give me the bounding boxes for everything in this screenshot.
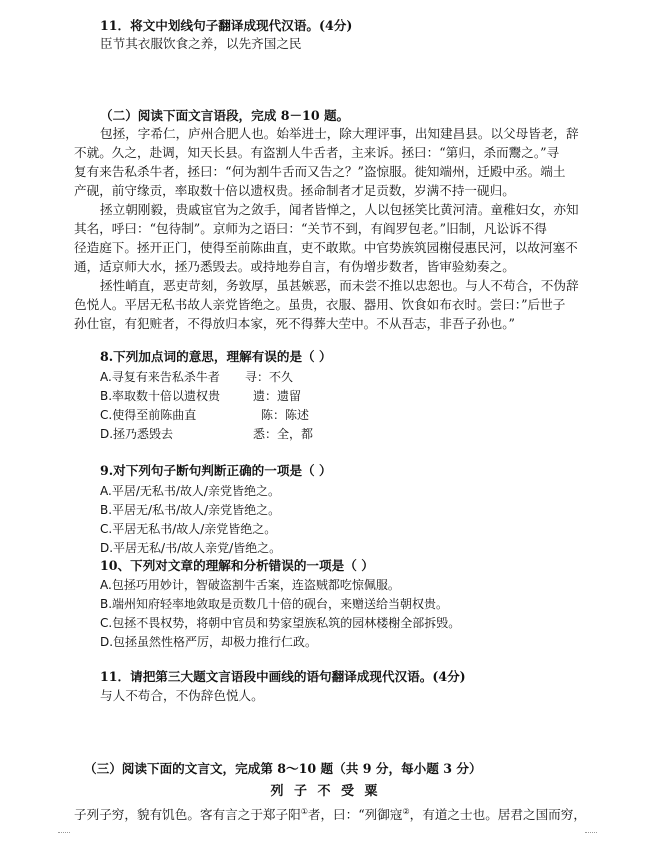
question-11-answer: 臣节其衣服饮食之养，以先齐国之民 — [100, 36, 302, 51]
page-margin-mark — [585, 832, 597, 841]
article-text: 者，曰：“列御寇 — [307, 807, 403, 823]
question-8-option-c: C.使得至前陈曲直 — [100, 408, 197, 422]
question-8-gloss-d: 悉：全，都 — [253, 427, 314, 441]
section-2-heading: （二）阅读下面文言语段，完成 8－10 题。 — [100, 108, 350, 123]
question-10-option-a: A.包拯巧用妙计，智破盗割牛舌案，连盗贼都吃惊佩服。 — [100, 578, 400, 592]
passage-line: 拯性峭直，恶吏苛刻，务敦厚，虽甚嫉恶，而未尝不推以忠恕也。与人不苟合，不伪辞 — [100, 278, 579, 293]
question-10-option-d: D.包拯虽然性格严厉，却极力推行仁政。 — [100, 635, 318, 649]
question-8-gloss-b: 遗：遗留 — [253, 389, 302, 403]
footnote-marker: ② — [402, 807, 410, 816]
question-10-option-b: B.端州知府轻率地敛取是贡数几十倍的砚台，来赠送给当朝权贵。 — [100, 597, 449, 611]
passage-line: 其名，呼曰：“包待制”。京师为之语曰：“关节不到，有阎罗包老。”旧制，凡讼诉不得 — [74, 221, 547, 236]
question-8-gloss-c: 陈：陈述 — [261, 408, 310, 422]
question-11b-title: 11．请把第三大题文言语段中画线的语句翻译成现代汉语。(4分) — [100, 669, 466, 684]
passage-line: 产砚，前守缘贡，率取数十倍以遗权贵。拯命制者才足贡数，岁满不持一砚归。 — [74, 183, 515, 198]
question-8-stem: 8.下列加点词的意思，理解有误的是（ ） — [100, 349, 332, 364]
passage-line: 孙仕宦，有犯赃者，不得放归本家，死不得葬大茔中。不从吾志，非吾子孙也。” — [74, 316, 515, 331]
question-8-option-b: B.率取数十倍以遗权贵 — [100, 389, 221, 403]
passage-line: 不就。久之，赴调，知天长县。有盗割人牛舌者，主来诉。拯曰：“第归，杀而鬻之。”寻 — [74, 145, 560, 160]
article-text: 子列子穷，貌有饥色。客有言之于郑子阳 — [74, 807, 301, 823]
article-text: ，有道之士也。居君之国而穷， — [409, 807, 586, 823]
passage-line: 包拯，字希仁，庐州合肥人也。始举进士，除大理评事，出知建昌县。以父母皆老，辞 — [100, 126, 579, 141]
question-8-option-a: A.寻复有来告私杀牛者 — [100, 370, 220, 384]
question-9-option-a: A.平居/无私书/故人/亲党皆绝之。 — [100, 484, 280, 498]
article-first-line — [74, 803, 586, 824]
question-9-stem: 9.对下列句子断句判断正确的一项是（ ） — [100, 463, 332, 478]
passage-line: 通，适京师大水，拯乃悉毁去。或持地券自言，有伪增步数者，皆审验劾奏之。 — [74, 259, 515, 274]
article-title: 列 子 不 受 粟 — [270, 784, 381, 799]
question-11b-answer: 与人不苟合，不伪辞色悦人。 — [100, 688, 264, 703]
question-8-gloss-a: 寻：不久 — [245, 370, 294, 384]
passage-line: 拯立朝刚毅，贵戚宦官为之敛手，闻者皆惮之，人以包拯笑比黄河清。童稚妇女，亦知 — [100, 202, 579, 217]
passage-line: 复有来告私杀牛者，拯曰：“何为割牛舌而又告之？”盗惊服。徙知端州，迁殿中丞。端土 — [74, 164, 566, 179]
section-3-heading: （三）阅读下面的文言文，完成第 8～10 题（共 9 分，每小题 3 分） — [84, 761, 482, 776]
question-9-option-b: B.平居无/私书/故人/亲党皆绝之。 — [100, 503, 281, 517]
page-margin-mark — [58, 832, 70, 841]
footnote-marker: ① — [300, 807, 308, 816]
question-10-stem: 10、下列对文章的理解和分析错误的一项是（ ） — [100, 558, 374, 573]
passage-line: 色悦人。平居无私书故人亲党皆绝之。虽贵，衣服、器用、饮食如布衣时。尝曰：”后世子 — [74, 297, 566, 312]
question-8-option-d: D.拯乃悉毁去 — [100, 427, 174, 441]
question-9-option-c: C.平居无私书/故人/亲党皆绝之。 — [100, 522, 277, 536]
question-11-title: 11．将文中划线句子翻译成现代汉语。(4分) — [100, 18, 353, 33]
question-9-option-d: D.平居无私/书/故人亲党/皆绝之。 — [100, 541, 282, 555]
passage-line: 径造庭下。拯开正门，使得至前陈曲直，吏不敢欺。中官势族筑园榭侵惠民河，以故河塞不 — [74, 240, 578, 255]
question-10-option-c: C.包拯不畏权势，将朝中官员和势家望族私筑的园林楼榭全部拆毁。 — [100, 616, 461, 630]
